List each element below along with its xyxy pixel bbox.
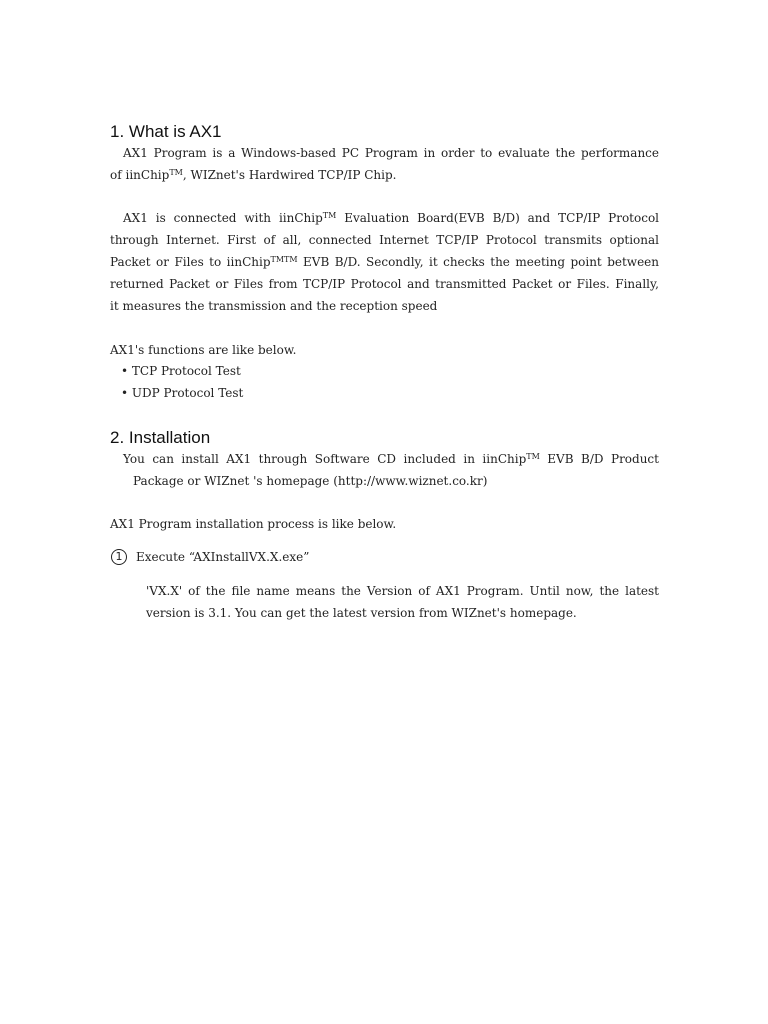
section-1-para-2-line-3: Packet or Files to iinChip$^{TMTM}$ EVB B/D. Secondly, it checks the meeting point between	[110, 255, 660, 269]
section-2-heading: 2. Installation	[110, 428, 211, 447]
section-2-para-1-line-1: You can install AX1 through Software CD included in iinChip™ EVB B/D Product	[123, 452, 659, 466]
section-1-para-1-line-2: of iinChip™, WIZnet's Hardwired TCP/IP Chip.	[110, 168, 397, 182]
step-1-note-line-2: version is 3.1. You can get the latest version from WIZnet's homepage.	[146, 606, 577, 620]
section-1-para-2-line-4: returned Packet or Files from TCP/IP Protocol and transmitted Packet or Files. Finally,	[110, 277, 659, 291]
process-intro: AX1 Program installation process is like below.	[110, 517, 397, 531]
section-1-para-2-line-1: AX1 is connected with iinChip™ Evaluation Board(EVB B/D) and TCP/IP Protocol	[123, 211, 660, 225]
functions-intro: AX1's functions are like below.	[110, 343, 297, 357]
section-1-heading: 1. What is AX1	[110, 122, 222, 141]
section-2-para-1-line-2: Package or WIZnet 's homepage (http://www.wiznet.co.kr)	[133, 474, 488, 488]
function-item-udp: • UDP Protocol Test	[121, 386, 244, 400]
step-1-number-badge: 1	[111, 549, 127, 565]
step-1-text: Execute “AXInstallVX.X.exe”	[136, 550, 310, 564]
section-1-para-1-line-1: AX1 Program is a Windows-based PC Program in order to evaluate the performance	[123, 146, 659, 160]
step-1-note-line-1: 'VX.X' of the file name means the Version of AX1 Program. Until now, the latest	[146, 584, 659, 598]
section-1-para-2-line-5: it measures the transmission and the reception speed	[110, 299, 438, 313]
function-item-tcp: • TCP Protocol Test	[121, 364, 241, 378]
section-1-para-2-line-2: through Internet. First of all, connected Internet TCP/IP Protocol transmits optional	[110, 233, 659, 247]
